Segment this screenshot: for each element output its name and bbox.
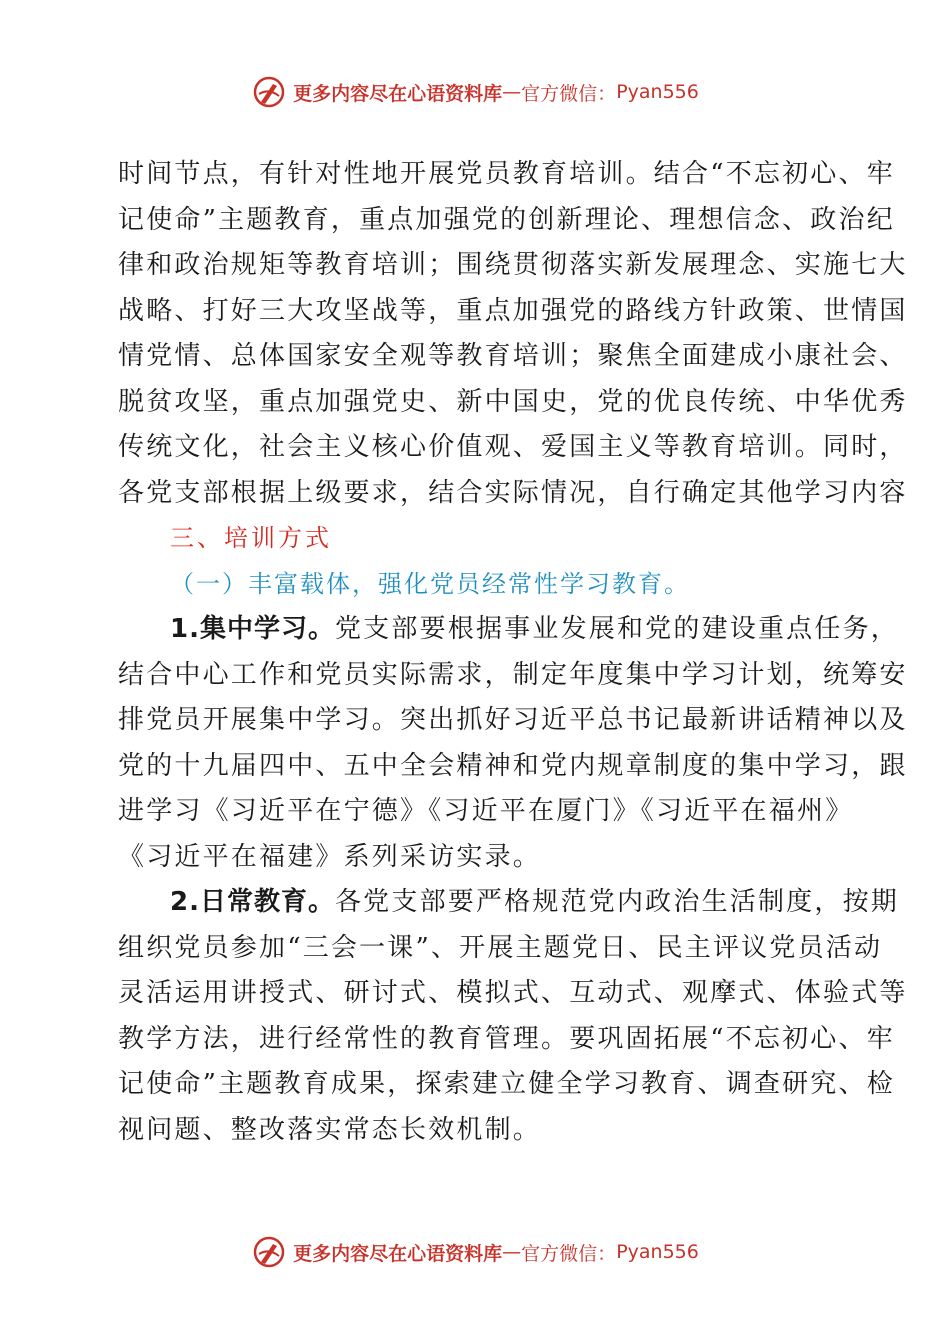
item1-line: 《习近平在福建》系列采访实录。 (118, 841, 542, 872)
item1-line: 党的十九届四中、五中全会精神和党内规章制度的集中学习，跟 (118, 750, 908, 781)
section-heading: 三、培训方式 (170, 524, 332, 552)
banner-wechat-label: 官方微信： (521, 82, 617, 105)
footer-banner (0, 1232, 950, 1272)
item1-first-line (118, 607, 899, 653)
banner-separator: — (502, 1241, 522, 1263)
para1-line: 时间节点，有针对性地开展党员教育培训。结合“不忘初心、牢 (118, 159, 895, 189)
para1-line: 脱贫攻坚，重点加强党史、新中国史，党的优良传统、中华优秀 (118, 386, 908, 417)
banner-wechat-id: Pyan556 (616, 81, 699, 103)
item2-first-line (118, 880, 899, 926)
header-banner (0, 72, 950, 112)
item1-first-text: 党支部要根据事业发展和党的建设重点任务， (334, 614, 899, 644)
para1-line: 战略、打好三大攻坚战等，重点加强党的路线方针政策、世情国 (118, 295, 908, 326)
para1-line: 各党支部根据上级要求，结合实际情况，自行确定其他学习内容 (118, 477, 908, 508)
subsection-heading: （一）丰富载体，强化党员经常性学习教育。 (170, 569, 690, 598)
item2-line: 灵活运用讲授式、研讨式、模拟式、互动式、观摩式、体验式等 (118, 978, 908, 1008)
pen-logo-icon (251, 1234, 287, 1270)
item2-line: 教学方法，进行经常性的教育管理。要巩固拓展“不忘初心、牢 (118, 1023, 895, 1054)
banner-separator: — (502, 81, 522, 103)
banner-wechat-id: Pyan556 (616, 1241, 699, 1263)
item1-line: 排党员开展集中学习。突出抓好习近平总书记最新讲话精神以及 (118, 705, 908, 735)
para1-line: 律和政治规矩等教育培训；围绕贯彻落实新发展理念、实施七大 (118, 250, 908, 280)
item2-lead: 2.日常教育。 (170, 887, 335, 917)
document-body (118, 152, 908, 1153)
item1-lead: 1.集中学习。 (170, 614, 335, 644)
item2-line: 组织党员参加“三会一课”、开展主题党日、民主评议党员活动 (118, 932, 883, 963)
para1-line: 记使命”主题教育，重点加强党的创新理论、理想信念、政治纪 (118, 204, 895, 235)
banner-brand: 更多内容尽在心语资料库 (293, 82, 503, 105)
item1-line: 进学习《习近平在宁德》《习近平在厦门》《习近平在福州》 (118, 796, 854, 826)
pen-logo-icon (251, 74, 287, 110)
banner-brand: 更多内容尽在心语资料库 (293, 1242, 503, 1265)
banner-wechat-label: 官方微信： (521, 1242, 617, 1265)
item1-line: 结合中心工作和党员实际需求，制定年度集中学习计划，统筹安 (118, 659, 908, 690)
para1-line: 传统文化，社会主义核心价值观、爱国主义等教育培训。同时， (118, 432, 908, 462)
para1-line: 情党情、总体国家安全观等教育培训；聚焦全面建成小康社会、 (118, 341, 908, 371)
item2-first-text: 各党支部要严格规范党内政治生活制度，按期 (334, 887, 899, 917)
item2-line: 记使命”主题教育成果，探索建立健全学习教育、调查研究、检 (118, 1069, 895, 1099)
item2-line: 视问题、整改落实常态长效机制。 (118, 1114, 542, 1145)
